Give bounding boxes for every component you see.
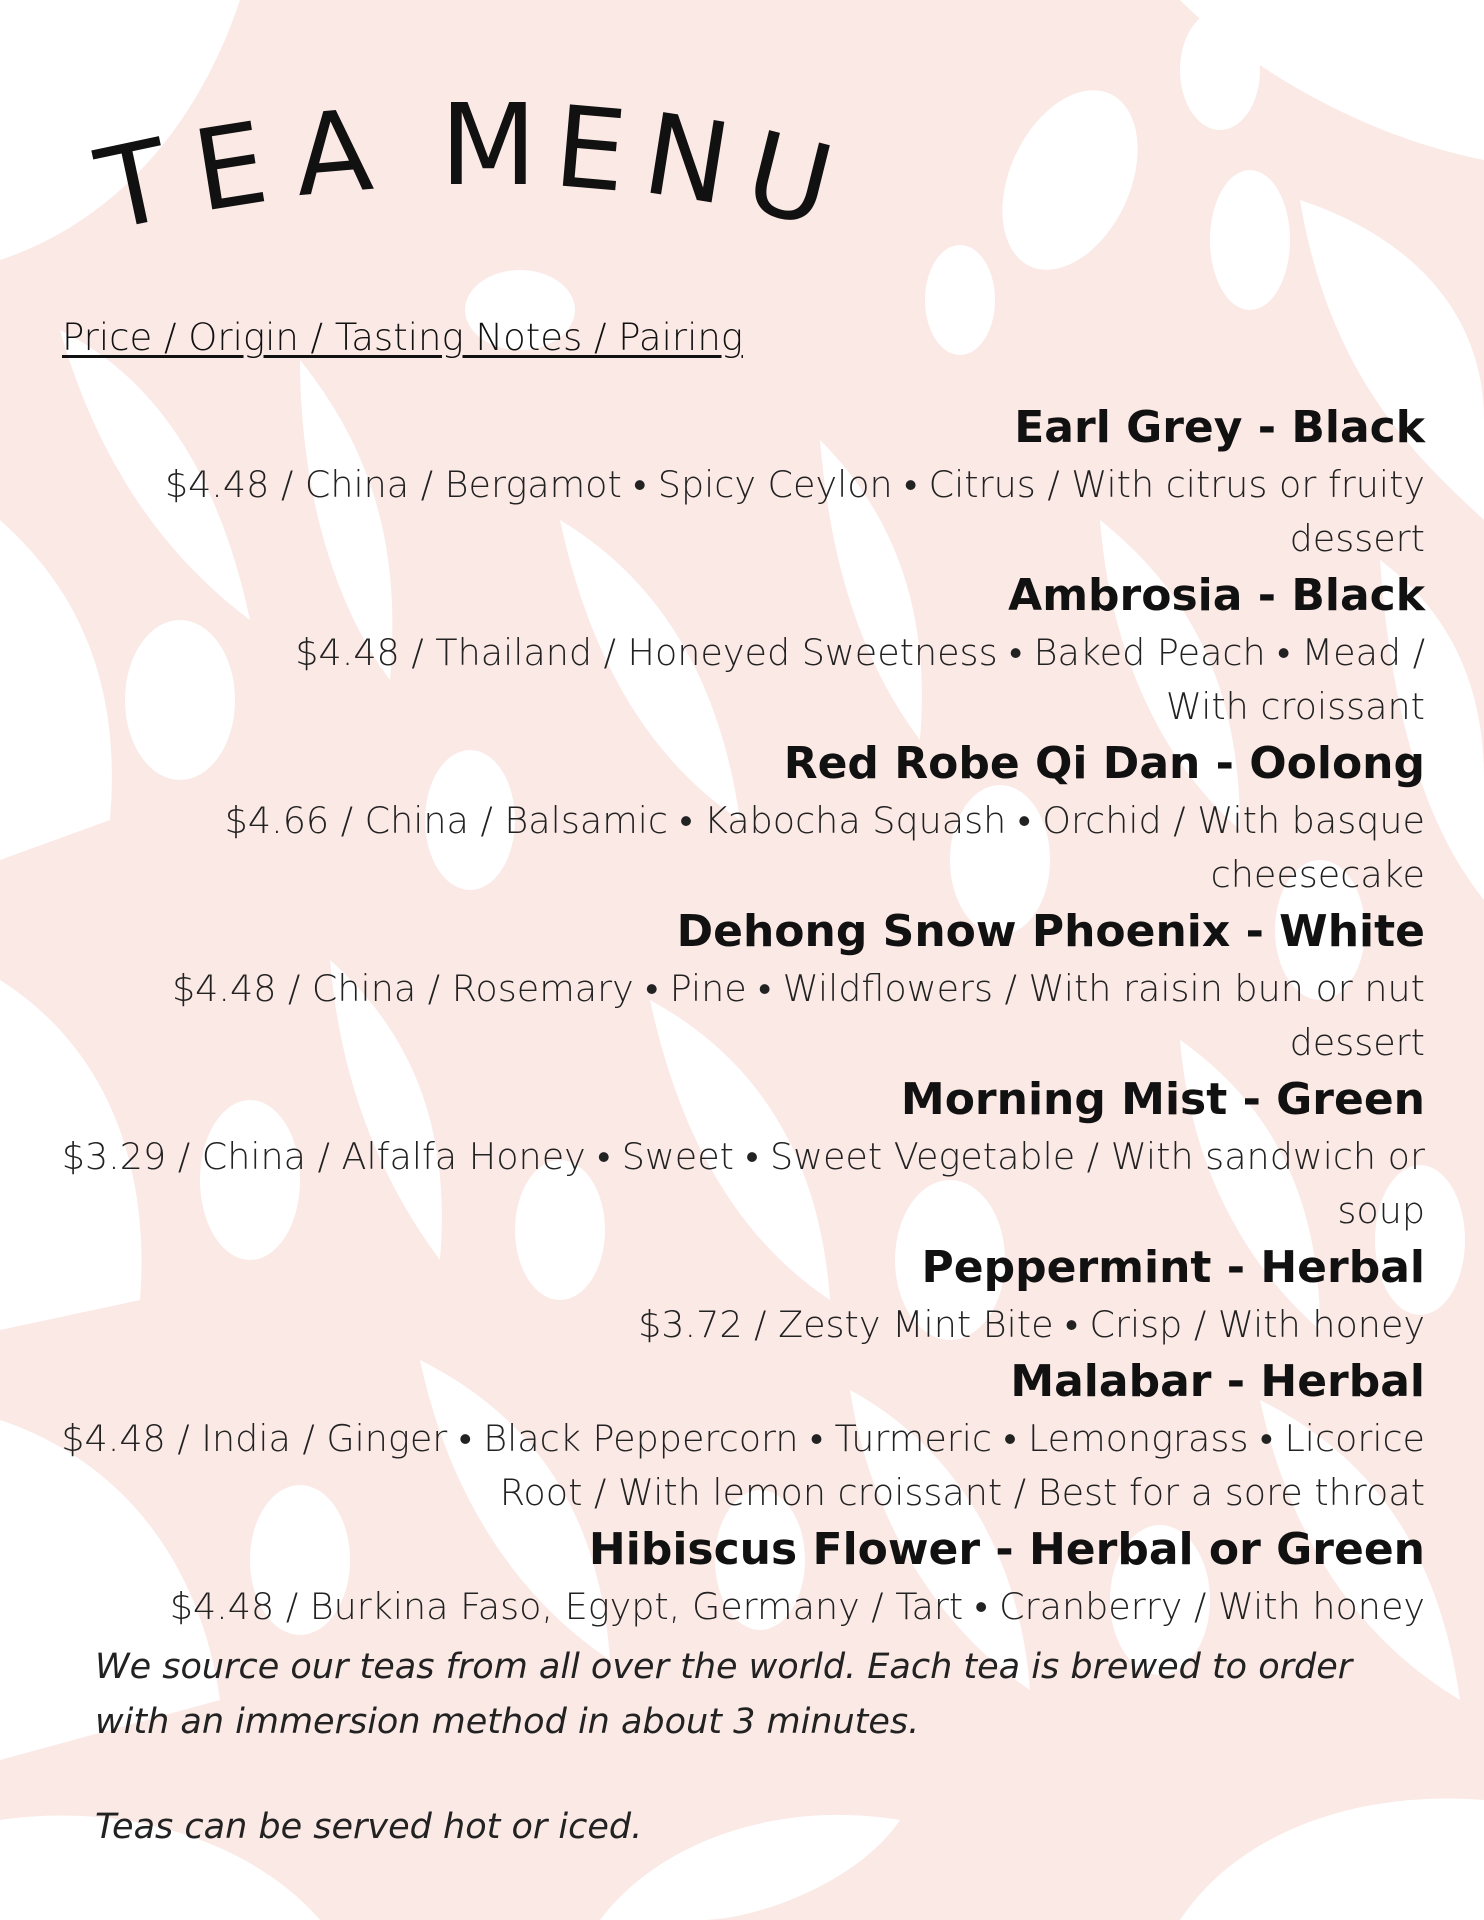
tea-item-ambrosia [60, 566, 1425, 734]
column-legend: Price / Origin / Tasting Notes / Pairing [62, 316, 744, 359]
tea-item-morning-mist [60, 1070, 1425, 1238]
tea-item-peppermint [60, 1238, 1425, 1352]
tea-details: $4.48 / India / Ginger • Black Peppercorn • Turmeric • Lemongrass • Licorice Root / With lemon croissant / Best for a sore throat [61, 1417, 1425, 1514]
tea-name: Red Robe Qi Dan - Oolong [783, 738, 1425, 789]
tea-item-earl-grey [60, 398, 1425, 566]
tea-list [60, 398, 1425, 1634]
title-letter: T [87, 115, 182, 257]
title-letter: E [549, 82, 632, 218]
title-letter: N [635, 89, 739, 231]
tea-name: Peppermint - Herbal [921, 1242, 1425, 1293]
tea-details: $4.48 / China / Rosemary • Pine • Wildflowers / With raisin bun or nut dessert [171, 967, 1425, 1064]
tea-item-malabar [60, 1352, 1425, 1520]
sourcing-note: We source our teas from all over the world. Each tea is brewed to order with an immersion method in about 3 minutes. [95, 1647, 1353, 1742]
tea-name: Hibiscus Flower - Herbal or Green [588, 1524, 1425, 1575]
tea-name: Earl Grey - Black [1014, 402, 1425, 453]
tea-item-hibiscus-flower [60, 1520, 1425, 1634]
tea-details: $3.29 / China / Alfalfa Honey • Sweet • Sweet Vegetable / With sandwich or soup [61, 1135, 1425, 1232]
tea-name: Ambrosia - Black [1008, 570, 1425, 621]
tea-details: $4.48 / Thailand / Honeyed Sweetness • Baked Peach • Mead / With croissant [295, 631, 1425, 728]
tea-name: Dehong Snow Phoenix - White [676, 906, 1425, 957]
tea-details: $4.48 / Burkina Faso, Egypt, Germany / Tart • Cranberry / With honey [169, 1585, 1425, 1628]
serving-note: Teas can be served hot or iced. [95, 1807, 643, 1847]
title-letter: U [733, 107, 845, 253]
tea-details: $3.72 / Zesty Mint Bite • Crisp / With honey [638, 1303, 1425, 1346]
tea-item-dehong-snow-phoenix [60, 902, 1425, 1070]
title-letter: E [185, 98, 276, 238]
title-letter: M [440, 81, 537, 211]
tea-item-red-robe [60, 734, 1425, 902]
tea-name: Malabar - Herbal [1010, 1356, 1425, 1407]
tea-details: $4.48 / China / Bergamot • Spicy Ceylon • Citrus / With citrus or fruity dessert [164, 463, 1425, 560]
tea-name: Morning Mist - Green [900, 1074, 1425, 1125]
menu-title [87, 81, 860, 270]
title-letter: A [289, 85, 378, 223]
tea-details: $4.66 / China / Balsamic • Kabocha Squash • Orchid / With basque cheesecake [224, 799, 1425, 896]
